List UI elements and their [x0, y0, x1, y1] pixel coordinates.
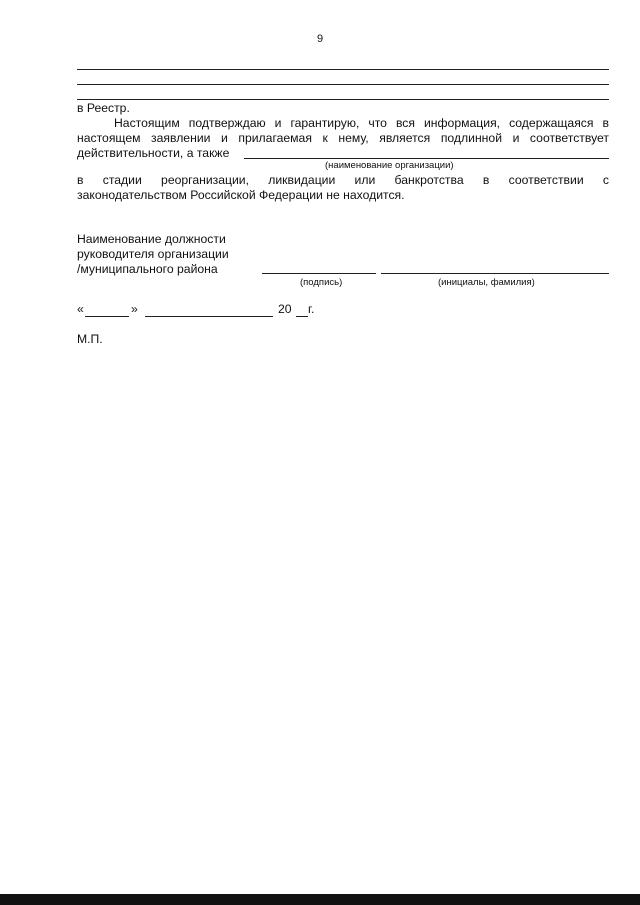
confirm-text-line-2: настоящем заявлении и прилагаемая к нему, является подлинной и соответствует [77, 131, 609, 145]
year-field-line [296, 316, 308, 317]
blank-line-2 [77, 84, 609, 85]
position-title-line-3: /муниципального района [77, 262, 218, 276]
date-open-quote: « [77, 302, 84, 316]
registry-text: в Реестр. [77, 101, 130, 115]
scan-bottom-edge [0, 894, 640, 905]
org-name-caption: (наименование организации) [325, 160, 454, 171]
stamp-label: М.П. [77, 332, 103, 346]
signature-caption: (подпись) [300, 277, 343, 288]
page-number: 9 [316, 33, 324, 45]
name-field-line [381, 273, 609, 274]
position-title-line-1: Наименование должности [77, 232, 226, 246]
confirm-text-line-3: действительности, а также [77, 146, 230, 160]
year-prefix: 20 [278, 302, 292, 316]
status-text-line-1: в стадии реорганизации, ликвидации или банкротства в соответствии с [77, 173, 609, 187]
month-field-line [145, 316, 273, 317]
day-field-line [85, 316, 129, 317]
blank-line-1 [77, 69, 609, 70]
blank-line-3 [77, 99, 609, 100]
status-text-line-2: законодательством Российской Федерации не находится. [77, 188, 405, 202]
org-name-field-line [244, 158, 609, 159]
confirm-text-line-1: Настоящим подтверждаю и гарантирую, что вся информация, содержащаяся в [114, 116, 609, 130]
position-title-line-2: руководителя организации [77, 247, 229, 261]
year-suffix: г. [308, 302, 315, 316]
signature-field-line [262, 273, 376, 274]
date-close-quote: » [131, 302, 138, 316]
name-caption: (инициалы, фамилия) [438, 277, 535, 288]
